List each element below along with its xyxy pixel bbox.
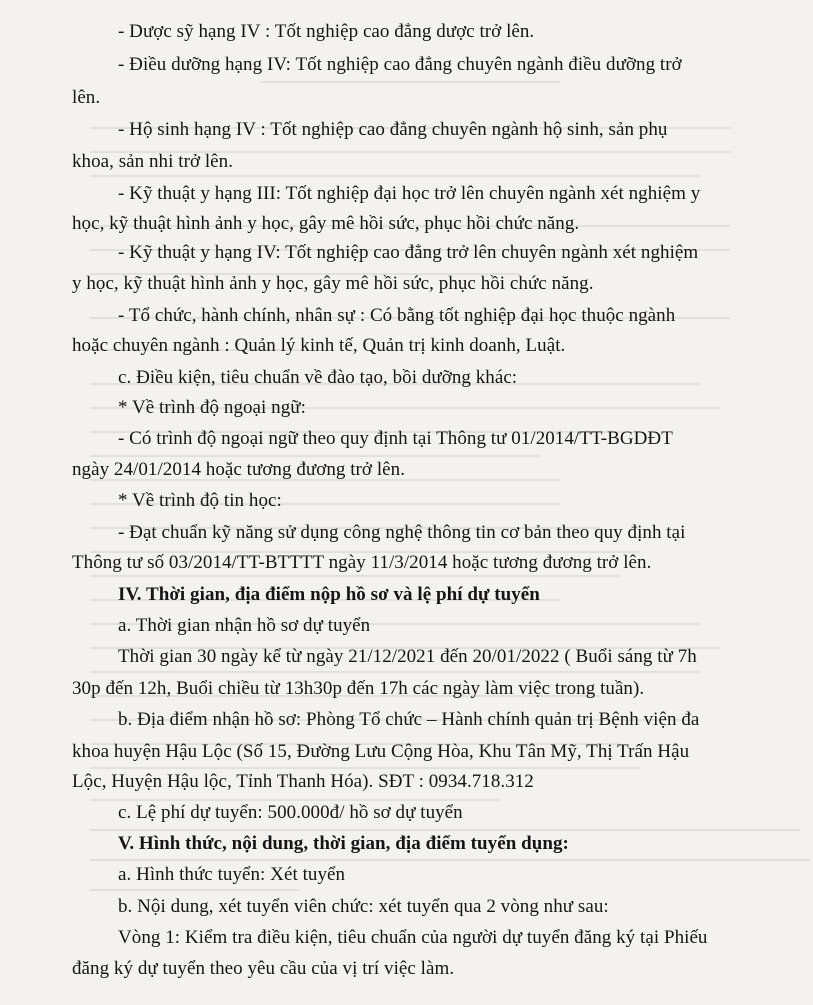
text-line: học, kỹ thuật hình ảnh y học, gây mê hồi sức, phục hồi chức năng. xyxy=(72,213,580,234)
text-line: - Kỹ thuật y hạng III: Tốt nghiệp đại học trở lên chuyên ngành xét nghiệm y xyxy=(118,183,701,204)
text-line: b. Nội dung, xét tuyển viên chức: xét tuyển qua 2 vòng như sau: xyxy=(118,896,609,917)
text-line: * Về trình độ tin học: xyxy=(118,490,282,511)
section-heading-v: V. Hình thức, nội dung, thời gian, địa điểm tuyển dụng: xyxy=(118,833,569,854)
text-line: Lộc, Huyện Hậu lộc, Tỉnh Thanh Hóa). SĐT : 0934.718.312 xyxy=(72,771,534,792)
text-line: Thông tư số 03/2014/TT-BTTTT ngày 11/3/2014 hoặc tương đương trở lên. xyxy=(72,552,652,573)
text-line: a. Hình thức tuyển: Xét tuyển xyxy=(118,864,346,885)
text-line: b. Địa điểm nhận hồ sơ: Phòng Tổ chức – Hành chính quản trị Bệnh viện đa xyxy=(118,709,700,730)
text-line: - Tổ chức, hành chính, nhân sự : Có bằng tốt nghiệp đại học thuộc ngành xyxy=(118,305,676,326)
text-line: hoặc chuyên ngành : Quản lý kinh tế, Quản trị kinh doanh, Luật. xyxy=(72,335,566,356)
text-line: a. Thời gian nhận hồ sơ dự tuyển xyxy=(118,615,371,636)
text-line: lên. xyxy=(72,87,101,108)
text-line: c. Lệ phí dự tuyển: 500.000đ/ hồ sơ dự tuyển xyxy=(118,802,463,823)
text-line: - Dược sỹ hạng IV : Tốt nghiệp cao đẳng dược trở lên. xyxy=(118,21,535,42)
text-line: * Về trình độ ngoại ngữ: xyxy=(118,397,306,418)
text-line: khoa, sản nhi trở lên. xyxy=(72,151,234,172)
text-line: - Đạt chuẩn kỹ năng sử dụng công nghệ thông tin cơ bản theo quy định tại xyxy=(118,522,686,543)
text-line: c. Điều kiện, tiêu chuẩn về đào tạo, bồi dưỡng khác: xyxy=(118,367,518,388)
text-line: - Điều dưỡng hạng IV: Tốt nghiệp cao đẳng chuyên ngành điều dưỡng trở xyxy=(118,54,682,75)
text-line: ngày 24/01/2014 hoặc tương đương trở lên. xyxy=(72,459,405,480)
text-line: Vòng 1: Kiểm tra điều kiện, tiêu chuẩn của người dự tuyển đăng ký tại Phiếu xyxy=(118,927,708,948)
text-line: - Kỹ thuật y hạng IV: Tốt nghiệp cao đẳng trở lên chuyên ngành xét nghiệm xyxy=(118,242,699,263)
text-line: - Có trình độ ngoại ngữ theo quy định tại Thông tư 01/2014/TT-BGDĐT xyxy=(118,428,673,449)
text-line: 30p đến 12h, Buổi chiều từ 13h30p đến 17h các ngày làm việc trong tuần). xyxy=(72,678,645,699)
text-line: - Hộ sinh hạng IV : Tốt nghiệp cao đẳng chuyên ngành hộ sinh, sản phụ xyxy=(118,119,668,140)
text-line: y học, kỹ thuật hình ảnh y học, gây mê hồi sức, phục hồi chức năng. xyxy=(72,273,594,294)
text-line: Thời gian 30 ngày kể từ ngày 21/12/2021 đến 20/01/2022 ( Buổi sáng từ 7h xyxy=(118,646,697,667)
section-heading-iv: IV. Thời gian, địa điểm nộp hồ sơ và lệ phí dự tuyển xyxy=(118,584,540,605)
text-line: đăng ký dự tuyển theo yêu cầu của vị trí việc làm. xyxy=(72,958,455,979)
text-line: khoa huyện Hậu Lộc (Số 15, Đường Lưu Cộng Hòa, Khu Tân Mỹ, Thị Trấn Hậu xyxy=(72,741,690,762)
